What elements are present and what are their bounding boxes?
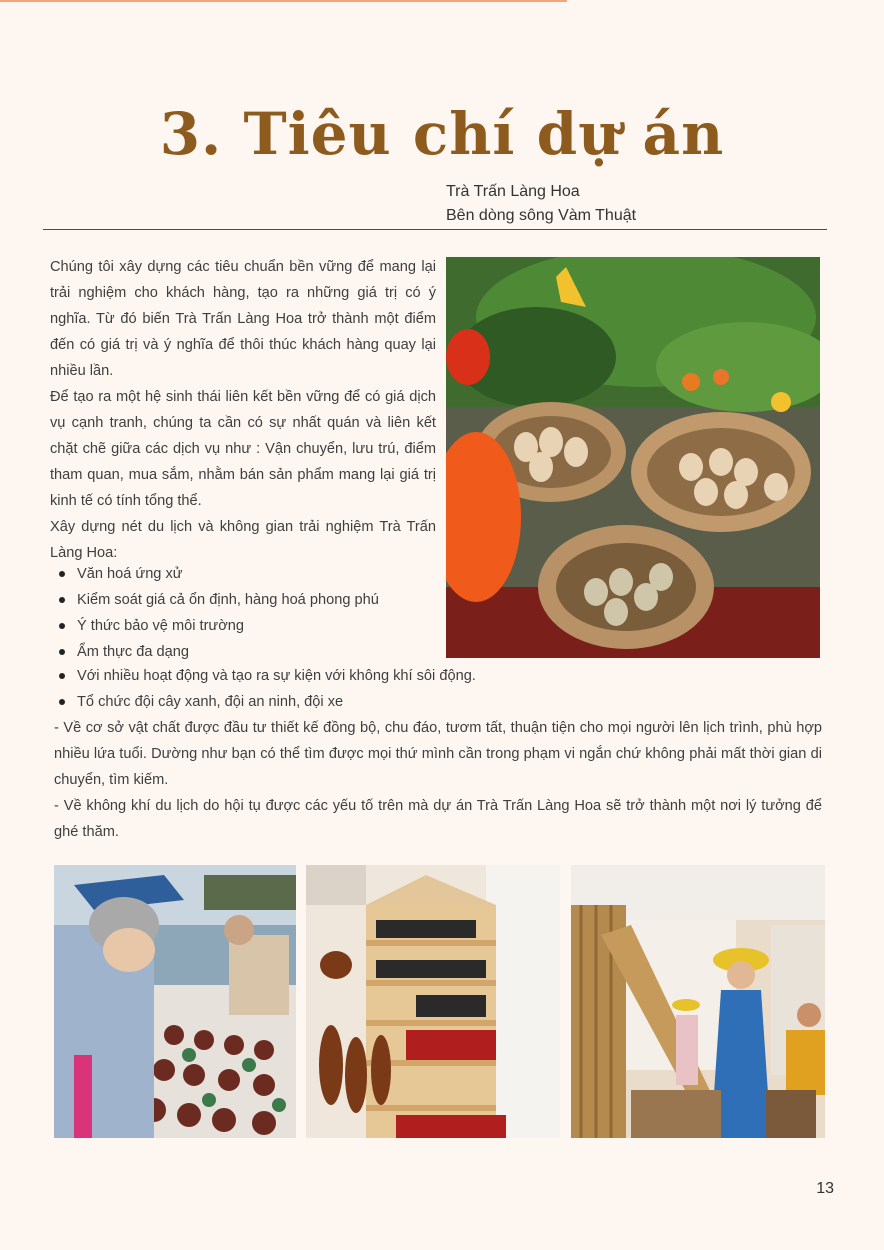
page-number: 13 xyxy=(816,1180,834,1197)
list-item: Văn hoá ứng xử xyxy=(55,561,379,587)
list-item: Kiểm soát giá cả ổn định, hàng hoá phong phú xyxy=(55,587,379,613)
header-divider xyxy=(43,229,827,230)
subtitle-line-2: Bên dòng sông Vàm Thuật xyxy=(446,207,637,224)
criteria-list-2 xyxy=(55,663,476,715)
intro-paragraph-2: Để tạo ra một hệ sinh thái liên kết bền vững để có giá dịch vụ cạnh tranh, chúng ta cần có sự nhất quán và liên kết chặt chẽ giữa các dịch vụ như : Vận chuyển, lưu trú, điểm tham quan, mua sắm, nhằm bán sản phẩm mang lại giá trị kinh tế có tính tổng thể. xyxy=(50,389,436,509)
page-title: 3. Tiêu chí dự án xyxy=(159,100,725,168)
list-item: Ẩm thực đa dạng xyxy=(55,639,379,665)
shop-shelves-photo xyxy=(306,865,560,1138)
criteria-list-1 xyxy=(55,561,379,665)
list-item: Ý thức bảo vệ môi trường xyxy=(55,613,379,639)
top-accent-line xyxy=(0,0,567,2)
market-stall-photo xyxy=(54,865,296,1138)
intro-paragraph-3: Xây dựng nét du lịch và không gian trải nghiệm Trà Trấn Làng Hoa: xyxy=(50,519,436,561)
list-item: Tổ chức đội cây xanh, đội an ninh, đội xe xyxy=(55,689,476,715)
subtitle-line-1: Trà Trấn Làng Hoa xyxy=(446,183,580,200)
egg-baskets-photo xyxy=(446,257,820,658)
closing-text xyxy=(54,715,822,845)
list-item: Với nhiều hoạt động và tạo ra sự kiện với không khí sôi động. xyxy=(55,663,476,689)
cultural-performance-photo xyxy=(571,865,825,1138)
intro-text xyxy=(50,254,436,566)
closing-paragraph-1: - Về cơ sở vật chất được đầu tư thiết kế đồng bộ, chu đáo, tươm tất, thuận tiện cho mọi người lên lịch trình, phù hợp nhiều lứa tuổi. Dường như bạn có thể tìm được mọi thứ mình cần trong phạm vi ngắn chứ không phải mất thời gian di chuyển, tìm kiếm. xyxy=(54,720,822,788)
closing-paragraph-2: - Về không khí du lịch do hội tụ được các yếu tố trên mà dự án Trà Trấn Làng Hoa sẽ trở thành một nơi lý tưởng để ghé thăm. xyxy=(54,798,822,840)
subtitle-block xyxy=(446,180,636,228)
intro-paragraph-1: Chúng tôi xây dựng các tiêu chuẩn bền vững để mang lại trải nghiệm cho khách hàng, tạo ra những giá trị có ý nghĩa. Từ đó biến Trà Trấn Làng Hoa trở thành một điểm đến có giá trị và ý nghĩa để thôi thúc khách hàng quay lại nhiều lần. xyxy=(50,259,436,379)
